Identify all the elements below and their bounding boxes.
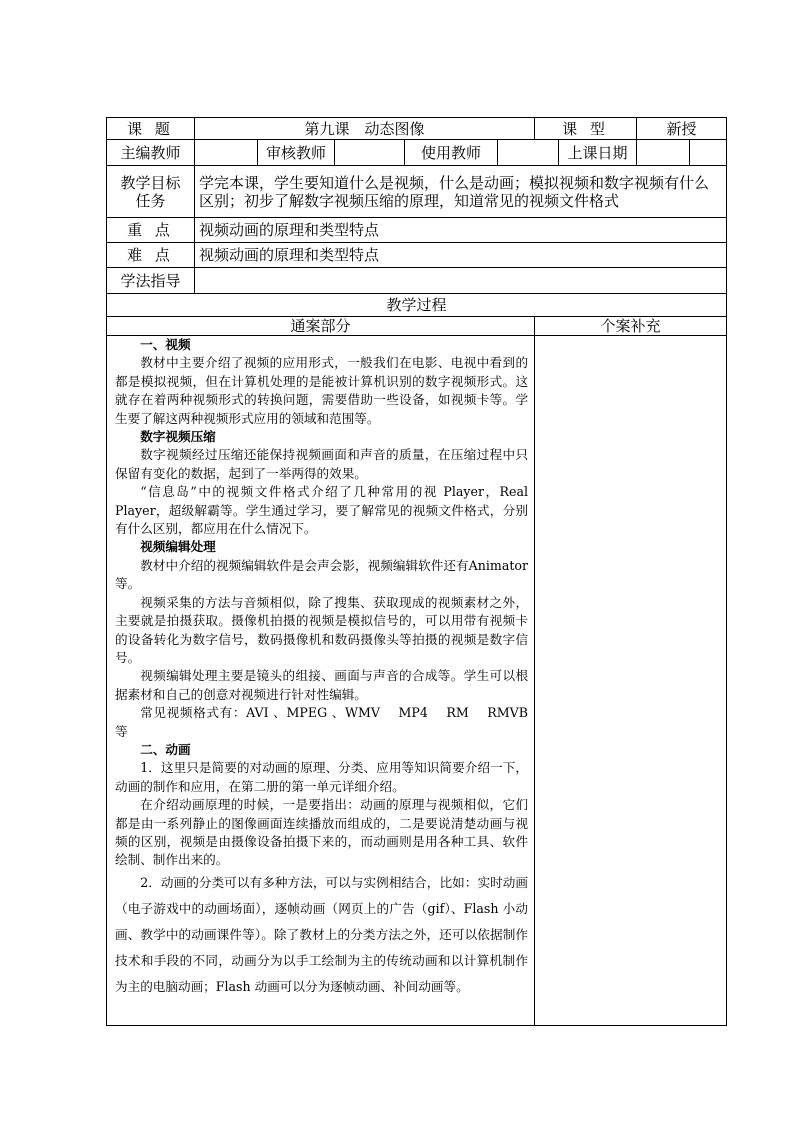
difficulty-row [107, 243, 727, 268]
paragraph: 视频采集的方法与音频相似，除了搜集、获取现成的视频素材之外，主要就是拍摄获取。摄像机拍摄的视频是模拟信号的，可以用带有视频卡的设备转化为数字信号，数码摄像机和数码摄像头等拍摄的视频是数字信号。 [115, 594, 529, 665]
goal-label-line-1: 教学目标 [120, 173, 181, 192]
goal-text: 学完本课，学生要知道什么是视频，什么是动画；模拟视频和数字视频有什么区别；初步了解数字视频压缩的原理，知道常见的视频文件格式 [195, 166, 727, 218]
reviewer-label: 审核教师 [258, 140, 335, 166]
method-text[interactable] [195, 268, 727, 294]
topic-row [107, 118, 727, 140]
section-heading: 视频编辑处理 [140, 539, 216, 555]
key-point-row [107, 218, 727, 243]
topic-value: 第九课 动态图像 [195, 118, 535, 140]
goal-label [107, 166, 195, 218]
individual-section-content[interactable] [535, 336, 727, 1026]
paragraph: 常见视频格式有：AVI 、MPEG 、WMV MP4 RM RMVB 等 [115, 705, 541, 739]
method-label: 学法指导 [107, 268, 195, 294]
process-header-row [107, 317, 727, 336]
class-date-label: 上课日期 [559, 140, 637, 166]
key-point-label: 重 点 [107, 218, 195, 243]
key-point-text: 视频动画的原理和类型特点 [195, 218, 727, 243]
topic-label: 课 题 [107, 118, 195, 140]
paragraph: 视频编辑处理主要是镜头的组接、画面与声音的合成等。学生可以根据素材和自己的创意对视频进行针对性编辑。 [115, 668, 529, 702]
section-heading: 二、动画 [140, 741, 191, 757]
difficulty-text: 视频动画的原理和类型特点 [195, 243, 727, 268]
process-title: 教学过程 [107, 294, 727, 317]
type-label: 课 型 [535, 118, 637, 140]
teacher-row [107, 140, 727, 166]
type-value: 新授 [637, 118, 727, 140]
section-heading: 一、视频 [140, 337, 191, 352]
method-row [107, 268, 727, 294]
paragraph: 在介绍动画原理的时候，一是要指出：动画的原理与视频相似，它们都是由一系列静止的图像画面连续播放而组成的，二是要说清楚动画与视频的区别，视频是由摄像设备拍摄下来的，而动画则是用各种工具、软件绘制、制作出来的。 [115, 797, 529, 868]
user-teacher-value[interactable] [498, 140, 559, 166]
paragraph: “信息岛”中的视频文件格式介绍了几种常用的视 Player，Real Player，超级解霸等。学生通过学习，要了解常见的视频文件格式，分别有什么区别，都应用在什么情况下。 [115, 484, 529, 537]
chief-editor-label: 主编教师 [107, 140, 195, 166]
chief-editor-value[interactable] [195, 140, 258, 166]
section-heading: 数字视频压缩 [140, 429, 216, 445]
paragraph: 2．动画的分类可以有多种方法，可以与实例相结合，比如：实时动画（电子游戏中的动画场面），逐帧动画（网页上的广告（gif）、Flash 小动画、教学中的动画课件等）。除了教材上的分类方法之外，还可以依据制作技术和手段的不同，动画分为以手工绘制为主的传统动画和以计算机制作为主的电脑动画；Flash 动画可以分为逐帧动画、补间动画等。 [115, 874, 529, 994]
lesson-plan-table [106, 117, 727, 1026]
class-date-extra[interactable] [690, 140, 727, 166]
goal-label-line-2: 任务 [135, 191, 166, 210]
paragraph: 教材中介绍的视频编辑软件是会声会影，视频编辑软件还有Animator 等。 [115, 557, 529, 592]
user-teacher-label: 使用教师 [405, 140, 498, 166]
goal-row [107, 166, 727, 218]
individual-section-header: 个案补充 [535, 317, 727, 336]
process-title-row [107, 294, 727, 317]
common-section-header: 通案部分 [107, 317, 535, 336]
difficulty-label: 难 点 [107, 243, 195, 268]
reviewer-value[interactable] [335, 140, 405, 166]
paragraph: 数字视频经过压缩还能保持视频画面和声音的质量，在压缩过程中只保留有变化的数据，起到了一举两得的效果。 [115, 447, 529, 481]
paragraph: 教材中主要介绍了视频的应用形式，一般我们在电影、电视中看到的都是模拟视频，但在计算机处理的是能被计算机识别的数字视频形式。这就存在着两种视频形式的转换问题，需要借助一些设备，如视频卡等。学生要了解这两种视频形式应用的领域和范围等。 [115, 355, 529, 426]
paragraph: 1．这里只是简要的对动画的原理、分类、应用等知识简要介绍一下，动画的制作和应用，在第二册的第一单元详细介绍。 [115, 760, 529, 794]
process-content-row [107, 336, 727, 1026]
common-section-content [107, 336, 541, 1026]
class-date-value[interactable] [637, 140, 690, 166]
